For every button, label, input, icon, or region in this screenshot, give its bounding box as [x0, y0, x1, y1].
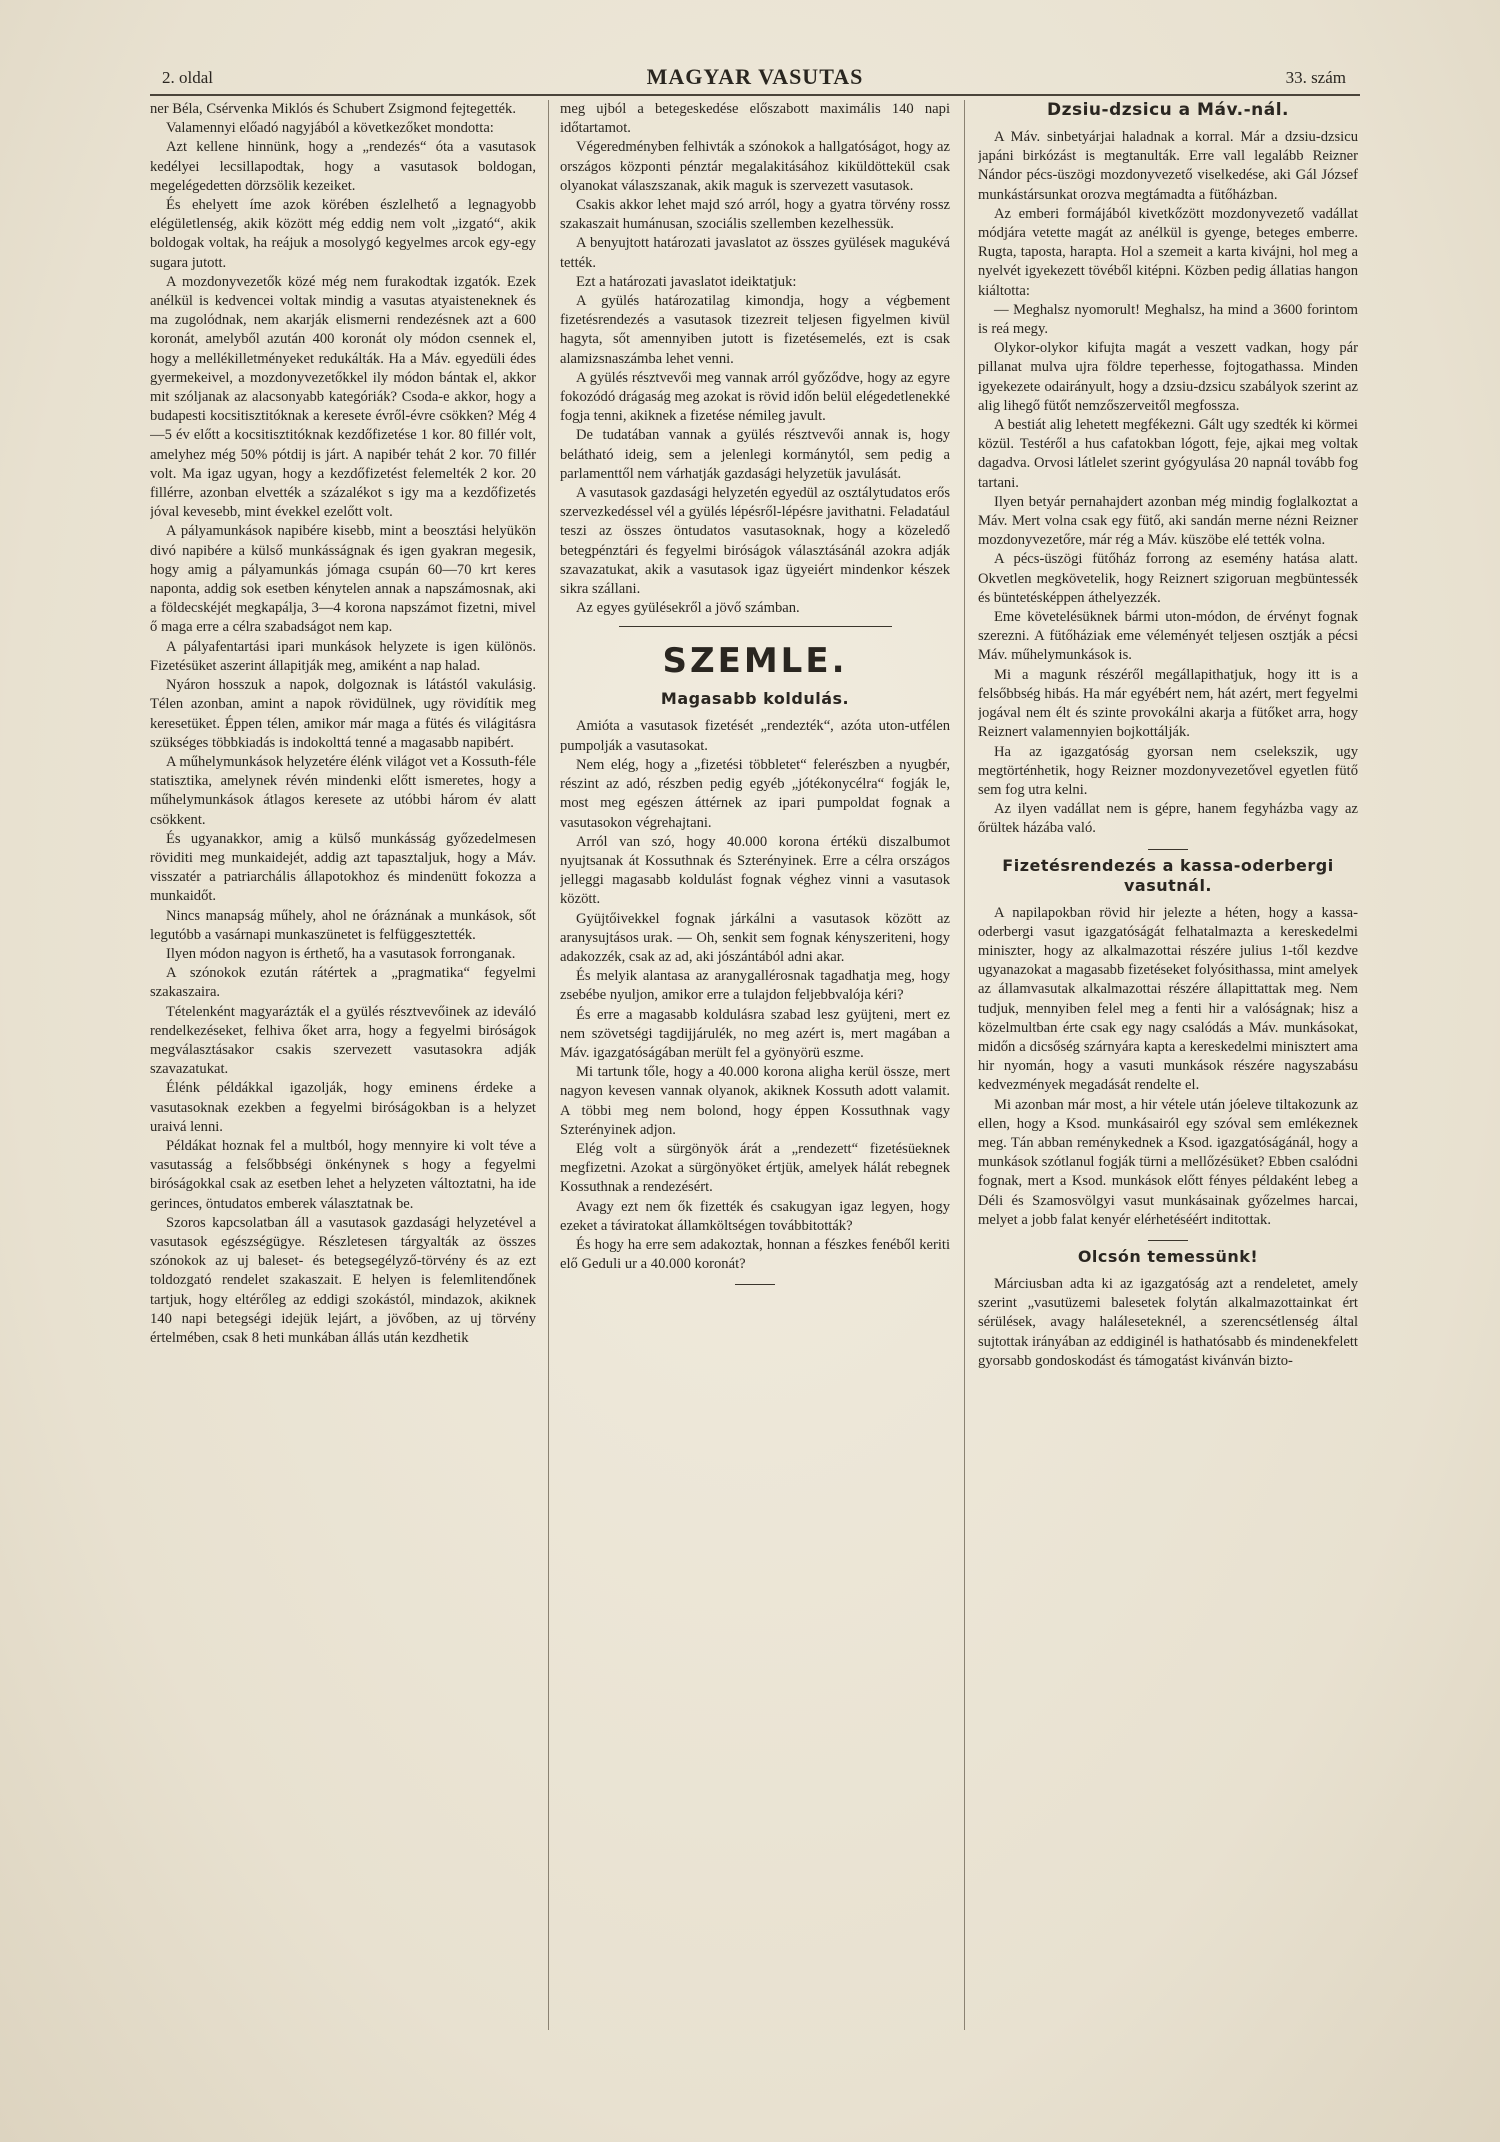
article-paragraph: Olykor-olykor kifujta magát a veszett vadkan, hogy pár pillanat mulva ujra földre teperhesse, fojtogathassa. Minden igyekezete odairányult, hogy a dzsiu-dzsicu szabályok szerint az alig lihegő fütőt nemzőszerveitől megfossza.: [978, 340, 1358, 414]
article-paragraph: És ehelyett íme azok körében észlelhető a legnagyobb elégületlenség, akik között még eddig nem volt „izgató“, akik boldogak voltak, ha reájuk a mosolygó kegyelmes arcok egy-egy sugara jutott.: [150, 197, 536, 271]
article-paragraph: Példákat hoznak fel a multból, hogy mennyire ki volt téve a vasutasság a felsőbbségi önkénynek s hogy a fegyelmi biróságokkal csak az esetben lehet a helyzeten változtatni, ha ide gerinces, öntudatos emberek választatnak be.: [150, 1137, 536, 1212]
article-paragraph: Gyüjtőivekkel fognak járkálni a vasutasok között az aranysujtásos urak. — Oh, senkit sem fognak kényszeriteni, hogy adakozzék, csak az ad, aki jószántából adni akar.: [560, 910, 950, 965]
article-paragraph: meg ujból a betegeskedése előszabott maximális 140 napi időtartamot.: [560, 101, 950, 137]
article-paragraph: Mi tartunk tőle, hogy a 40.000 korona aligha kerül össze, mert nagyon kevesen vannak olyanok, akiknek Kossuth adott valamit. A többi meg nem bolond, hogy éppen Kossuthnak vagy Szterényinek adjon.: [560, 1064, 950, 1138]
article-paragraph: És ugyanakkor, amig a külső munkásság győzedelmesen röviditi meg munkaidejét, addig azt tapasztaljuk, hogy a Máv. visszatér a patriarchális állapotokhoz és mindenütt fokozza a munkaidőt.: [150, 830, 536, 905]
column-divider: [964, 100, 965, 2030]
article-paragraph: Mi azonban már most, a hir vétele után jóeleve tiltakozunk az ellen, hogy a Ksod. munkásairól egy szóval sem emlékeznek meg. Tán abban reménykednek a Ksod. igazgatóságánál, hogy a munkások szótlanul fogják türni a mellőzésüket? Ebben csalódni fognak, mert a Ksod. munkások előtt fényes példaként lebeg a Déli és Szamosvölgyi vasut munkásainak győzelmes harcai, melyet a jobb falat kenyér elérhetéséért inditottak.: [978, 1096, 1358, 1228]
page-number: 2. oldal: [162, 68, 213, 87]
article-paragraph: Azt kellene hinnünk, hogy a „rendezés“ óta a vasutasok kedélyei lecsillapodtak, hogy a vasutasok boldogan, megelégedetten dörzsölik kezeiket.: [150, 139, 536, 194]
article-paragraph: Nem elég, hogy a „fizetési többletet“ felerészben a nyugbér, részint az adó, részben pedig egyéb „jótékonycélra“ fogják le, most meg egészen áttérnek az ipari pumpoldat fognak a vasutasokon végrehajtani.: [560, 756, 950, 831]
article-paragraph: Csakis akkor lehet majd szó arról, hogy a gyatra törvény rossz szakaszait humánusan, szociális szellemben kezelhessük.: [560, 197, 950, 233]
column-3: [978, 100, 1358, 2030]
szemle-heading: SZEMLE.: [662, 641, 848, 682]
article-paragraph: Az egyes gyülésekről a jövő számban.: [576, 600, 800, 617]
article-paragraph: A bestiát alig lehetett megfékezni. Gált ugy szedték ki körmei közül. Testéről a hus cafatokban lógott, feje, ajkai meg voltak dagadva. Orvosi látlelet szerint gyógyulása 20 napnál tovább fog tartani.: [978, 417, 1358, 491]
article-paragraph: A mozdonyvezetők közé még nem furakodtak izgatók. Ezek anélkül is kedvencei voltak mindig a vasutas atyaisteneknek és ma zugolódnak, nem akarják elismerni rendezésnek azt a 600 koronát, amelyből azután 400 koronát oly módon csennek el, hogy a mellékilletményeket redukálták. Ha a Máv. egyedüli édes gyermekeivel, a mozdonyvezetőkkel ily módon bántak el, akkor mit szóljanak az alacsonyabb kategóriák? Csoda-e akkor, hogy a budapesti kocsitisztitóknak a keresete évről-évre csökken? Még 4—5 év előtt a kocsitisztitóknak kezdőfizetése 1 kor. 80 fillér volt, amelyhez még 50% pótdij is járt. A napibér tehát 2 kor. 70 fillér volt. Ma igaz ugyan, hogy a kezdőfizetést felemelték 2 kor. 20 fillérre, azonban elvették a százalékot s igy ma a kezdőfizetés jóval kevesebb, mint évekkel ezelőtt volt.: [150, 273, 536, 521]
article-paragraph: Nyáron hosszuk a napok, dolgoznak is látástól vakulásig. Télen azonban, amint a napok rövidülnek, ugy rövidítik meg keresetüket. Éppen télen, amikor már maga a fütés és világitásra szükséges többkiadás is indokolttá tenné a magasabb napibért.: [150, 677, 536, 751]
article-paragraph: A pécs-üszögi fütőház forrong az esemény hatása alatt. Okvetlen megkövetelik, hogy Reiznert szigoruan megbüntessék és büntetésképpen áthelyezzék.: [978, 551, 1358, 606]
article-paragraph: A gyülés résztvevői meg vannak arról győződve, hogy az egyre fokozódó drágaság meg azokat is rövid időn belül elégedetlenekké fogja tenni, akiknek a fizetése némileg javult.: [560, 369, 950, 425]
article-paragraph: Az emberi formájából kivetkőzött mozdonyvezető vadállat módjára vetette magát az anélkül is gyenge, beteges emberre. Rugta, taposta, harapta. Hol a szemeit a karta kivájni, hol meg a nyelvét igyekezett tövéből kitépni. Közben pedig állatias hangon kiáltotta:: [978, 205, 1358, 299]
article-paragraph: A benyujtott határozati javaslatot az összes gyülések magukévá tették.: [560, 235, 950, 271]
article-paragraph: A szónokok ezután rátértek a „pragmatika“ fegyelmi szakaszaira.: [150, 965, 536, 1001]
article-paragraph: A pályamunkások napibére kisebb, mint a beosztási helyükön divó napibére a külső munkásságnak és igen gyakran megesik, hogy amig a pályamunkás jómaga csupán 60—70 krt keres naponta, addig sok esetben kénytelen annak a napszámosnak, aki a földecskéjét megkapálja, 3—4 korona napszámot fizetni, mivel ő maga erre a célra szabadságot nem kap.: [150, 523, 536, 636]
article-paragraph: Mi a magunk részéről megállapithatjuk, hogy itt is a felsőbbség hibás. Ha már egyébért nem, hát azért, mert fegyelmi jogával nem élt és szinte provokálni akarja a fütőket arra, hogy Reiznert valamennyien bojkottálják.: [978, 666, 1358, 741]
article-paragraph: ner Béla, Csérvenka Miklós és Schubert Zsigmond fejtegették.: [150, 101, 516, 117]
article-paragraph: Ha az igazgatóság gyorsan nem cselekszik, ugy megtörténhetik, hogy Reizner mozdonyvezetővel egyetlen fütő sem fog utra kelni.: [978, 743, 1358, 798]
article-paragraph: Ilyen módon nagyon is érthető, ha a vasutasok forronganak.: [166, 945, 516, 962]
article-paragraph: Nincs manapság műhely, ahol ne óráznának a munkások, sőt legutóbb a vasárnapi munkaszünetet is felfüggesztették.: [150, 907, 536, 943]
article-paragraph: Márciusban adta ki az igazgatóság azt a rendeletet, amely szerint „vasutüzemi balesetek folytán alkalmazottainkat ért sérülések, avagy haláleseteknél, a szerencsétlenség által sujtottak irányában az eddiginél is hathatósabb és mindenekfelett gyorsabb gondoskodást és támogatást kivánván bizto-: [978, 1275, 1358, 1369]
column-1: [150, 100, 536, 2030]
article-paragraph: A Máv. sinbetyárjai haladnak a korral. Már a dzsiu-dzsicu japáni birkózást is megtanulták. Erre vall legalább Reizner Nándor pécs-üszögi mozdonyvezető viselkedése, aki Gál József munkástársunkat orozva megtámadta a fütőházban.: [978, 129, 1358, 203]
article-paragraph: De tudatában vannak a gyülés résztvevői annak is, hogy belátható ideig, sem a jelenlegi kormánytól, sem pedig a parlamenttől nem várhatják gazdasági helyzetük javulását.: [560, 427, 950, 482]
article-paragraph: A vasutasok gazdasági helyzetén egyedül az osztálytudatos erős szervezkedéssel vél a gyülés lépésről-lépésre javithatni. Feladatául teszi az összes öntudatos vasutasoknak, hogy a közeledő betegpénztári és fegyelmi biróságok választásánál azokra adják szavazatukat, akik a vasutasok igaz ügyeiért mindenkor készek sikra szállani.: [560, 485, 950, 598]
article-paragraph: Avagy ezt nem ők fizették és csakugyan igaz legyen, hogy ezeket a táviratokat államköltségen továbbitották?: [560, 1198, 950, 1234]
section-rule: [1148, 849, 1188, 850]
article-paragraph: A gyülés határozatilag kimondja, hogy a végbement fizetésrendezés a vasutasok tizezreit teljesen figyelmen kivül hagyta, sőt amennyiben jutott is fizetésemelés, ezt is csak alamizsnaszámba lehet venni.: [560, 293, 950, 367]
section-rule: [619, 626, 892, 627]
article-paragraph: A műhelymunkások helyzetére élénk világot vet a Kossuth-féle statisztika, amelynek révén mindenki előtt ismeretes, hogy a műhelymunkások átlagos keresete az utóbbi három év alatt csökkent.: [150, 753, 536, 828]
section-heading: Olcsón temessünk!: [1077, 1246, 1259, 1266]
section-heading: Dzsiu-dzsicu a Máv.-nál.: [1046, 100, 1290, 120]
article-paragraph: Az ilyen vadállat nem is gépre, hanem fegyházba vagy az őrültek házába való.: [978, 801, 1358, 837]
article-paragraph: Ilyen betyár pernahajdert azonban még mindig foglalkoztat a Máv. Mert volna csak egy fütő, aki sandán merne nézni Reizner mozdonyvezetőre, már rég a Máv. küszöbe elé tették volna.: [978, 493, 1358, 549]
article-paragraph: És melyik alantasa az aranygallérosnak tagadhatja meg, hogy zsebébe nyuljon, amikor erre a tulajdon feljebbvalója kéri?: [560, 968, 950, 1004]
page-header: [150, 64, 1360, 96]
section-heading: Magasabb koldulás.: [660, 689, 850, 709]
article-paragraph: A napilapokban rövid hir jelezte a héten, hogy a kassa-oderbergi vasut igazgatóságát felhatalmazta a kereskedelmi miniszter, hogy az alkalmazottai részére julius 1-től kezdve ugyanazokat a magasabb fizetéseket folyósithassa, mint amelyek az államvasutak alkalmazottai részére állapittattak meg. Nem tudjuk, mennyiben felel meg a fenti hir a valóságnak; hisz a közelmultban érte csak egy nagy csalódás a Máv. munkásokat, midőn a dicsőség szárnyára kapta a kereskedelmi minisztert ama hir nyomán, hogy a vasuti munkások részére nagyszabásu kedvezmények megadását rendelte el.: [978, 904, 1358, 1094]
issue-number: 33. szám: [1285, 68, 1346, 87]
article-paragraph: Elég volt a sürgönyök árát a „rendezett“ fizetésüeknek megfizetni. Azokat a sürgönyöket értjük, amelyek hálát rebegnek Kossuthnak a rendezésért.: [560, 1140, 950, 1196]
section-rule: [1148, 1240, 1188, 1241]
column-divider: [548, 100, 549, 2030]
article-paragraph: Arról van szó, hogy 40.000 korona értékü diszalbumot nyujtsanak át Kossuthnak és Szterényinek. Erre a célra országos jelleggi magasabb koldulást fognak véghez vinni a vasutasok között.: [560, 833, 950, 908]
article-paragraph: Eme követelésüknek bármi uton-módon, de érvényt fognak szerezni. A fütőháziak eme véleményét teljesen osztják a pécsi Máv. műhelymunkások is.: [978, 609, 1358, 664]
column-2: [560, 100, 950, 2030]
article-paragraph: És hogy ha erre sem adakoztak, honnan a fészkes fenéből keriti elő Geduli ur a 40.000 koronát?: [560, 1236, 950, 1273]
article-paragraph: Élénk példákkal igazolják, hogy eminens érdeke a vasutasoknak ezekben a fegyelmi biróságokban is a helyzet uraivá lenni.: [150, 1080, 536, 1135]
article-paragraph: A pályafentartási ipari munkások helyzete is igen különös. Fizetésüket aszerint állapitják meg, amiként a nap halad.: [150, 638, 536, 674]
article-paragraph: — Meghalsz nyomorult! Meghalsz, ha mind a 3600 forintom is reá megy.: [978, 301, 1358, 338]
end-rule: [735, 1284, 775, 1285]
article-paragraph: És erre a magasabb koldulásra szabad lesz gyüjteni, mert ez nem szövetségi tagdijjárulék, no meg azért is, mert magában a Máv. igazgatóságában merült fel a gyönyörü eszme.: [560, 1006, 950, 1061]
article-paragraph: Tételenként magyarázták el a gyülés résztvevőinek az ideváló rendelkezéseket, felhiva őket arra, hogy a fegyelmi biróságok megválasztásakor csakis szervezett vasutasokra adják szavazatukat.: [150, 1003, 536, 1078]
article-paragraph: Amióta a vasutasok fizetését „rendezték“, azóta uton-utfélen pumpolják a vasutasokat.: [560, 718, 950, 754]
newspaper-title: MAGYAR VASUTAS: [646, 64, 864, 89]
article-paragraph: Végeredményben felhivták a szónokok a hallgatóságot, hogy az országos központi pénztár megalakitásához kiküldöttekül csak olyanokat válaszszanak, akik maguk is szervezett vasutasok.: [560, 139, 950, 194]
section-heading: Fizetésrendezés a kassa-oderbergi vasutnál.: [1002, 855, 1334, 895]
article-paragraph: Szoros kapcsolatban áll a vasutasok gazdasági helyzetével a vasutasok egészségügye. Részletesen tárgyalták az összes szónokok az uj baleset- és betegsegélyző-törvény és az ezt toldozgató rendelet szakaszait. E helyen is felemlitendőnek tartjuk, hogy eltérőleg az eddigi szokástól, mindazok, akiknek 140 napi betegségi idejük lejárt, a jövőben, az uj törvény értelmében, csak 8 heti munkában állás után kezdhetik: [150, 1214, 536, 1346]
article-paragraph: Ezt a határozati javaslatot ideiktatjuk:: [576, 273, 797, 290]
article-paragraph: Valamennyi előadó nagyjából a következőket mondotta:: [166, 120, 494, 137]
